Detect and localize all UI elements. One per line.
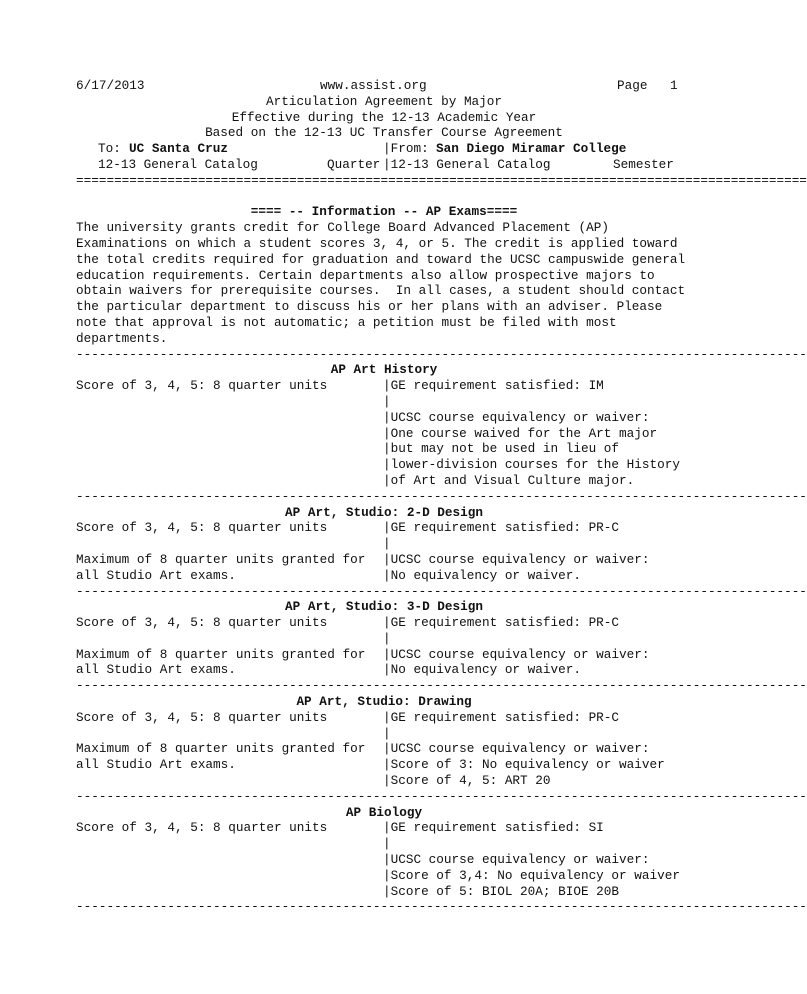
info-heading: ==== -- Information -- AP Exams==== — [250, 204, 518, 220]
info-paragraph-line: the total credits required for graduation and toward the UCSC campuswide general — [76, 251, 686, 267]
info-paragraph-line: education requirements. Certain departments also allow prospective majors to — [76, 267, 655, 283]
exam-requirement-text: |UCSC course equivalency or waiver: — [383, 646, 650, 662]
exam-detail-row — [0, 773, 768, 789]
articulation-document — [0, 78, 807, 915]
exam-requirement-text: |lower-division courses for the History — [383, 457, 680, 473]
single-rule: ------------------------------------------------------------------------------------------------ — [76, 678, 807, 694]
exam-requirement-text: |Score of 3,4: No equivalency or waiver — [383, 867, 680, 883]
exam-requirement-text: |Score of 3: No equivalency or waiver — [383, 757, 665, 773]
from-school: San Diego Miramar College — [436, 141, 627, 157]
exam-detail-row — [0, 710, 768, 726]
exam-requirement-text: |No equivalency or waiver. — [383, 567, 581, 583]
from-label: |From: — [383, 141, 429, 157]
exam-requirement-text: |GE requirement satisfied: PR-C — [383, 520, 620, 536]
exam-detail-row — [0, 378, 768, 394]
exam-detail-row — [0, 520, 768, 536]
single-rule: ------------------------------------------------------------------------------------------------ — [76, 583, 807, 599]
exam-detail-row — [0, 836, 768, 852]
exam-requirement-text: |One course waived for the Art major — [383, 425, 658, 441]
to-catalog: 12-13 General Catalog — [98, 156, 258, 172]
exam-detail-row — [0, 615, 768, 631]
exam-requirement-text: |UCSC course equivalency or waiver: — [383, 852, 650, 868]
exam-detail-row — [0, 426, 768, 442]
exam-detail-row — [0, 662, 768, 678]
site-url: www.assist.org — [320, 78, 427, 93]
exam-requirement-text: | — [383, 536, 391, 552]
exam-detail-row — [0, 394, 768, 410]
spacer — [0, 189, 768, 205]
exam-detail-row — [0, 410, 768, 426]
exam-detail-row — [0, 473, 768, 489]
exam-requirement-text: |Score of 5: BIOL 20A; BIOE 20B — [383, 883, 620, 899]
exam-requirement-text: |GE requirement satisfied: PR-C — [383, 709, 620, 725]
exam-detail-row — [0, 647, 768, 663]
exam-units-text: Score of 3, 4, 5: 8 quarter units — [76, 709, 328, 725]
exam-title-ap-biology: AP Biology — [345, 804, 423, 820]
from-catalog: |12-13 General Catalog — [383, 156, 551, 172]
exam-units-text: Score of 3, 4, 5: 8 quarter units — [76, 520, 328, 536]
exam-units-text: Score of 3, 4, 5: 8 quarter units — [76, 378, 328, 394]
exam-requirement-text: | — [383, 393, 391, 409]
exam-detail-row — [0, 852, 768, 868]
exam-requirement-text: | — [383, 725, 391, 741]
based-on-agreement: Based on the 12-13 UC Transfer Course Agreement — [205, 125, 563, 141]
exam-requirement-text: |GE requirement satisfied: IM — [383, 378, 604, 394]
exam-requirement-text: |No equivalency or waiver. — [383, 662, 581, 678]
info-paragraph-line: departments. — [76, 330, 168, 346]
exam-title-ap-art-history: AP Art History — [330, 362, 438, 378]
exam-requirement-text: |Score of 4, 5: ART 20 — [383, 773, 551, 789]
info-paragraph-line: the particular department to discuss his or her plans with an adviser. Please — [76, 299, 663, 315]
header-line-1 — [0, 78, 768, 94]
single-rule: ------------------------------------------------------------------------------------------------ — [76, 488, 807, 504]
exam-requirement-text: |UCSC course equivalency or waiver: — [383, 409, 650, 425]
exam-title-ap-art-studio-3-d-design: AP Art, Studio: 3-D Design — [285, 599, 483, 615]
info-paragraph-line: Examinations on which a student scores 3, 4, or 5. The credit is applied toward — [76, 235, 678, 251]
ap-exam-list — [0, 362, 807, 915]
exam-detail-row — [0, 741, 768, 757]
exam-detail-row — [0, 726, 768, 742]
exam-units-text: Maximum of 8 quarter units granted for — [76, 741, 366, 757]
to-school: UC Santa Cruz — [129, 141, 228, 157]
info-paragraph-line: The university grants credit for College Board Advanced Placement (AP) — [76, 220, 609, 236]
exam-detail-row — [0, 631, 768, 647]
exam-title-ap-art-studio-2-d-design: AP Art, Studio: 2-D Design — [285, 504, 483, 520]
exam-requirement-text: |but may not be used in lieu of — [383, 441, 620, 457]
page-number: 1 — [670, 78, 678, 93]
exam-requirement-text: |of Art and Visual Culture major. — [383, 472, 635, 488]
exam-units-text: all Studio Art exams. — [76, 567, 236, 583]
exam-requirement-text: |GE requirement satisfied: PR-C — [383, 615, 620, 631]
exam-units-text: all Studio Art exams. — [76, 662, 236, 678]
exam-detail-row — [0, 757, 768, 773]
exam-requirement-text: | — [383, 836, 391, 852]
exam-detail-row — [0, 441, 768, 457]
header-schools — [0, 141, 768, 157]
exam-units-text: Maximum of 8 quarter units granted for — [76, 646, 366, 662]
exam-units-text: Score of 3, 4, 5: 8 quarter units — [76, 820, 328, 836]
page-label: Page — [617, 78, 648, 93]
header-catalogs — [0, 157, 768, 173]
exam-title-ap-art-studio-drawing: AP Art, Studio: Drawing — [296, 694, 472, 710]
exam-detail-row — [0, 552, 768, 568]
from-term: Semester — [613, 156, 674, 172]
exam-detail-row — [0, 884, 768, 900]
exam-detail-row — [0, 568, 768, 584]
single-rule: ------------------------------------------------------------------------------------------------ — [76, 788, 807, 804]
exam-detail-row — [0, 457, 768, 473]
exam-detail-row — [0, 868, 768, 884]
exam-requirement-text: | — [383, 630, 391, 646]
single-rule: ------------------------------------------------------------------------------------------------ — [76, 899, 807, 915]
info-paragraph-line: obtain waivers for prerequisite courses. In all cases, a student should contact — [76, 283, 686, 299]
effective-year: Effective during the 12-13 Academic Year — [231, 109, 537, 125]
report-date: 6/17/2013 — [76, 78, 145, 93]
to-label: To: — [98, 141, 121, 157]
exam-units-text: Maximum of 8 quarter units granted for — [76, 551, 366, 567]
document-title: Articulation Agreement by Major — [265, 93, 503, 109]
single-rule: ------------------------------------------------------------------------------------------------ — [76, 346, 807, 362]
info-paragraph-line: note that approval is not automatic; a petition must be filed with most — [76, 314, 617, 330]
exam-units-text: all Studio Art exams. — [76, 757, 236, 773]
to-term: Quarter — [327, 156, 381, 172]
exam-requirement-text: |UCSC course equivalency or waiver: — [383, 741, 650, 757]
double-rule: ================================================================================================ — [76, 172, 807, 188]
exam-units-text: Score of 3, 4, 5: 8 quarter units — [76, 615, 328, 631]
exam-detail-row — [0, 820, 768, 836]
exam-detail-row — [0, 536, 768, 552]
exam-requirement-text: |GE requirement satisfied: SI — [383, 820, 604, 836]
exam-requirement-text: |UCSC course equivalency or waiver: — [383, 551, 650, 567]
